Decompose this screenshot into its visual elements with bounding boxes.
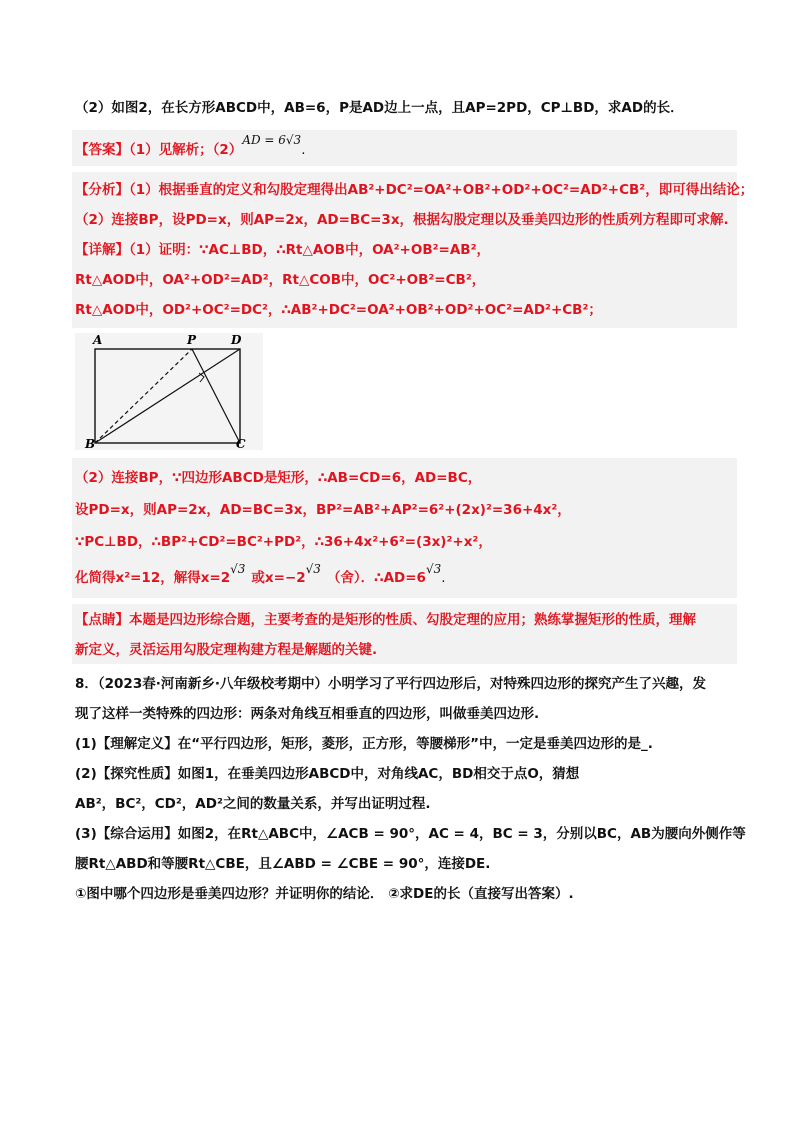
q8-line-6: (3)【综合运用】如图2，在Rt△ABC中，∠ACB = 90°，AC = 4，BC = 3，分别以BC，AB为腰向外侧作等 bbox=[75, 826, 746, 842]
detail-text-1: （1）证明：∵AC⊥BD，∴Rt△AOB中，OA²+OB²=AB²， bbox=[129, 242, 490, 258]
solution-line-4 bbox=[75, 562, 735, 588]
q8-line-4: (2)【探究性质】如图1，在垂美四边形ABCD中，对角线AC，BD相交于点O，猜想 bbox=[75, 766, 580, 782]
solution-text-2: 设PD=x，则AP=2x，AD=BC=3x，BP²=AB²+AP²=6²+(2x)²=36+4x²， bbox=[75, 502, 571, 518]
solution-text-4a: 化简得x²=12，解得x=2 bbox=[75, 570, 231, 586]
sqrt-3-third: √3 bbox=[425, 562, 442, 576]
answer-tag: 【答案】 bbox=[75, 142, 129, 158]
q8-line-5: AB²，BC²，CD²，AD²之间的数量关系，并写出证明过程. bbox=[75, 796, 431, 812]
answer-formula: AD = 6√3 bbox=[242, 133, 302, 147]
label-b: B bbox=[85, 437, 96, 450]
question-2-prompt: （2）如图2，在长方形ABCD中，AB=6，P是AD边上一点，且AP=2PD，CP⊥BD，求AD的长． bbox=[75, 100, 684, 116]
rectangle-figure bbox=[75, 333, 263, 450]
q8-line-3: (1)【理解定义】在“平行四边形，矩形，菱形，正方形，等腰梯形”中，一定是垂美四边形的是_. bbox=[75, 736, 653, 752]
solution-text-4g: . bbox=[441, 570, 446, 586]
analysis-text-1: （1）根据垂直的定义和勾股定理得出AB²+DC²=OA²+OB²+OD²+OC²=AD²+CB²，即可得出结论； bbox=[129, 182, 754, 198]
detail-text-2: Rt△AOD中，OA²+OD²=AD²，Rt△COB中，OC²+OB²=CB²， bbox=[75, 272, 486, 288]
analysis-tag: 【分析】 bbox=[75, 182, 129, 198]
solution-text-3: ∵PC⊥BD，∴BP²+CD²=BC²+PD²，∴36+4x²+6²=(3x)²+x²， bbox=[75, 534, 492, 550]
analysis-text-2: （2）连接BP，设PD=x，则AP=2x，AD=BC=3x，根据勾股定理以及垂美四边形的性质列方程即可求解. bbox=[75, 212, 729, 228]
solution-text-4e: （舍）．∴AD=6 bbox=[326, 570, 426, 586]
comment-text-2: 新定义，灵活运用勾股定理构建方程是解题的关键. bbox=[75, 642, 378, 658]
label-a: A bbox=[93, 333, 103, 347]
q8-line-1: 8．（2023春·河南新乡·八年级校考期中）小明学习了平行四边形后，对特殊四边形的探究产生了兴趣，发 bbox=[75, 676, 706, 692]
label-c: C bbox=[236, 437, 246, 450]
answer-end: . bbox=[301, 142, 306, 158]
detail-line-1 bbox=[75, 240, 735, 260]
sqrt-3-second: √3 bbox=[305, 562, 321, 576]
q8-line-2: 现了这样一类特殊的四边形：两条对角线互相垂直的四边形，叫做垂美四边形. bbox=[75, 706, 540, 722]
analysis-line-1 bbox=[75, 180, 754, 200]
comment-tag: 【点睛】 bbox=[75, 612, 129, 628]
q8-line-8: ①图中哪个四边形是垂美四边形？并证明你的结论． ②求DE的长（直接写出答案）. bbox=[75, 886, 574, 902]
q8-line-7: 腰Rt△ABD和等腰Rt△CBE，且∠ABD = ∠CBE = 90°，连接DE. bbox=[75, 856, 491, 872]
sqrt-3-first: √3 bbox=[230, 562, 246, 576]
answer-text: （1）见解析；（2） bbox=[129, 142, 243, 158]
rectangle-diagram bbox=[75, 333, 263, 450]
label-p: P bbox=[187, 333, 197, 347]
detail-text-3: Rt△AOD中，OD²+OC²=DC²，∴AB²+DC²=OA²+OB²+OD²+OC²=AD²+CB²； bbox=[75, 302, 602, 318]
comment-text-1: 本题是四边形综合题，主要考查的是矩形的性质、勾股定理的应用；熟练掌握矩形的性质，理解 bbox=[129, 612, 696, 628]
label-d: D bbox=[231, 333, 242, 347]
detail-tag: 【详解】 bbox=[75, 242, 129, 258]
solution-text-1: （2）连接BP，∵四边形ABCD是矩形，∴AB=CD=6，AD=BC， bbox=[75, 470, 482, 486]
solution-text-4c: 或x=−2 bbox=[251, 570, 306, 586]
answer-line bbox=[75, 133, 735, 160]
comment-line-1 bbox=[75, 610, 735, 630]
